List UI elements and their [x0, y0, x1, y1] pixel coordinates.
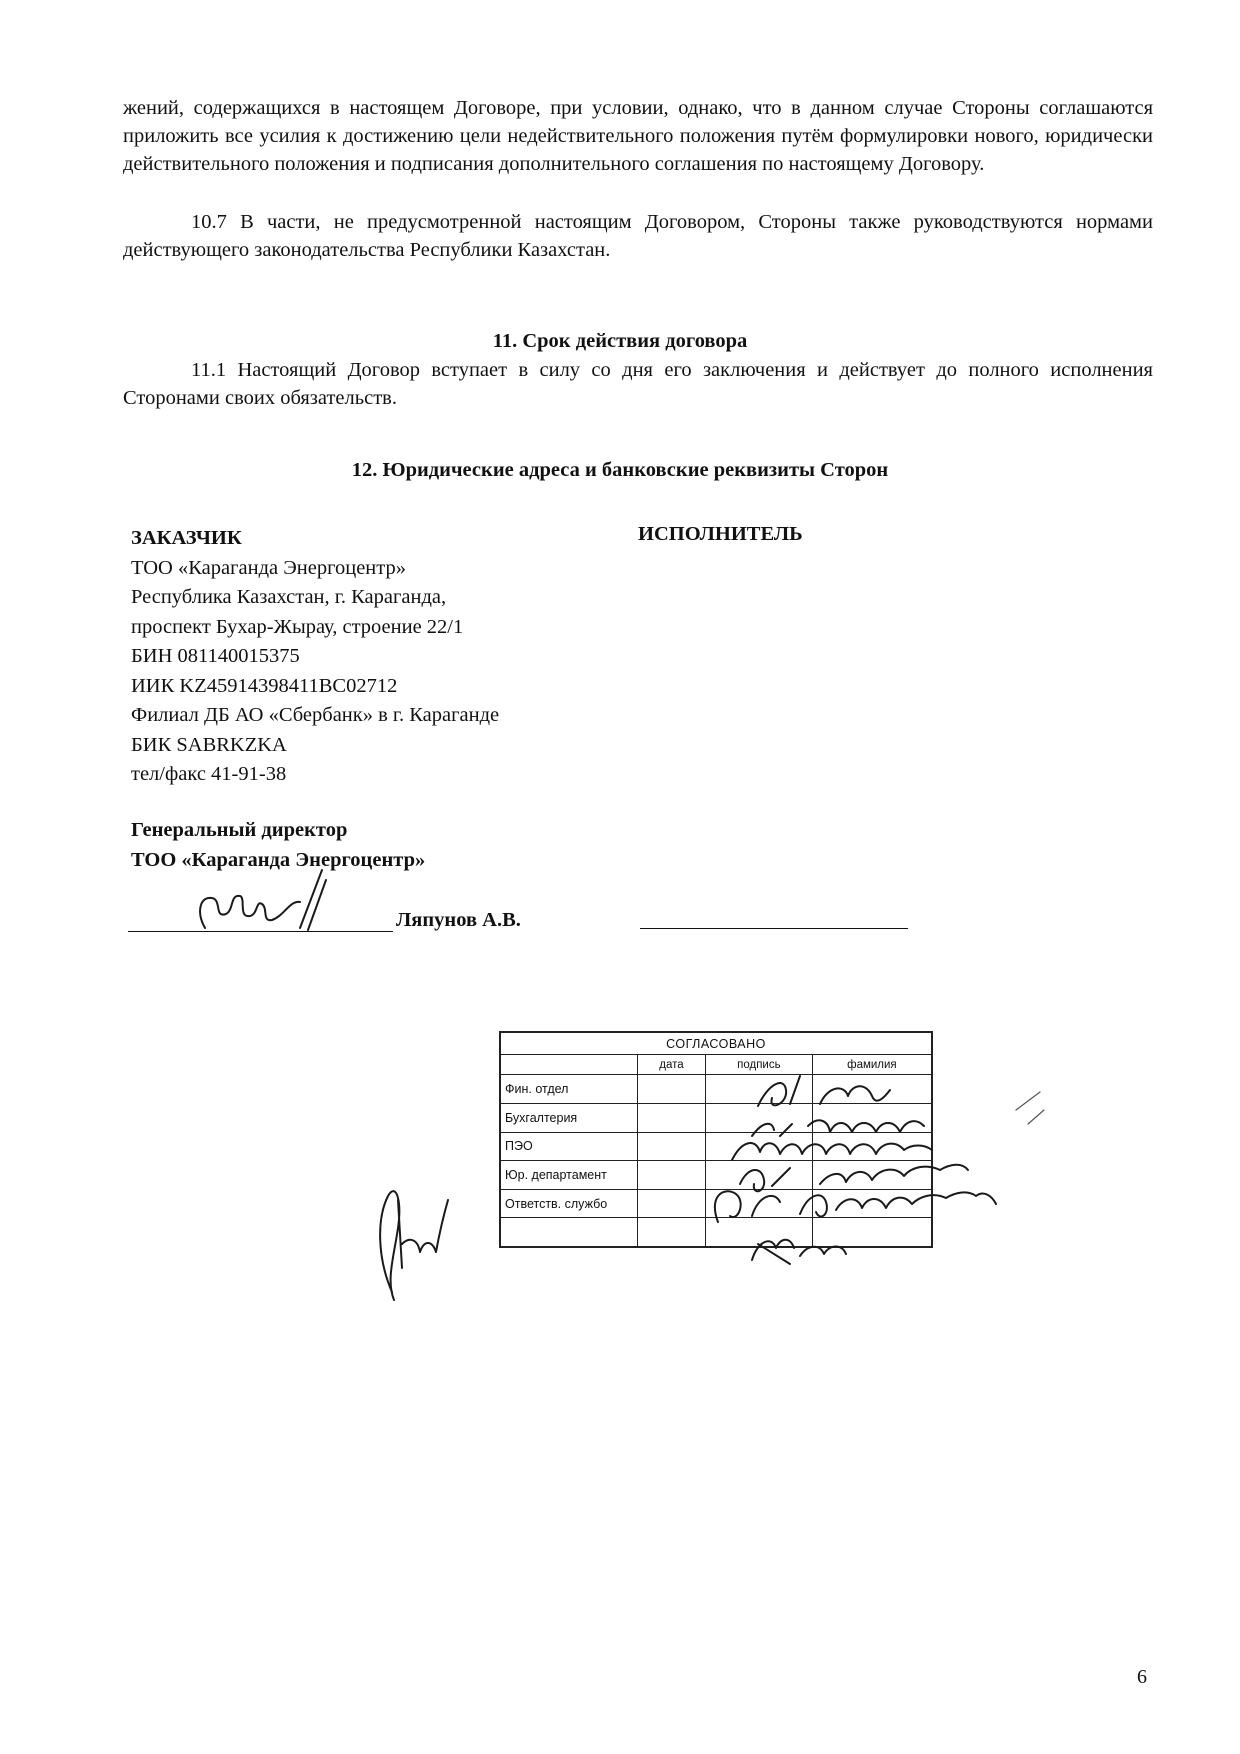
stamp-corner-cell: [501, 1055, 638, 1075]
stamp-cell: [812, 1218, 931, 1247]
customer-signatory: [131, 816, 425, 875]
stamp-cell: [705, 1189, 812, 1218]
customer-role-heading: ЗАКАЗЧИК: [131, 527, 242, 549]
stamp-cell: [705, 1218, 812, 1247]
stamp-row-label: Ответств. службо: [501, 1189, 638, 1218]
director-signature: [200, 870, 326, 930]
stamp-row-label: Бухгалтерия: [501, 1103, 638, 1132]
stamp-cell: [812, 1161, 931, 1190]
customer-detail-line: Республика Казахстан, г. Караганда,: [131, 586, 447, 608]
stamp-cell: [638, 1075, 706, 1104]
stamp-title: СОГЛАСОВАНО: [501, 1033, 932, 1055]
page-number: 6: [1137, 1666, 1147, 1688]
stamp-column-signature: подпись: [705, 1055, 812, 1075]
customer-details: [131, 524, 499, 790]
contractor-role-heading: ИСПОЛНИТЕЛЬ: [638, 523, 803, 545]
customer-signature-line: [128, 931, 393, 932]
stamp-cell: [812, 1132, 931, 1161]
paragraph-11-1: 11.1 Настоящий Договор вступает в силу со дня его заключения и действует до полного исполнения Сторонами своих обязательств.: [123, 359, 1153, 409]
signatory-company: ТОО «Караганда Энергоцентр»: [131, 848, 426, 871]
stamp-cell: [705, 1075, 812, 1104]
stamp-cell: [638, 1132, 706, 1161]
customer-detail-line: тел/факс 41-91-38: [131, 763, 287, 785]
stamp-cell: [638, 1189, 706, 1218]
customer-detail-line: БИН 081140015375: [131, 645, 300, 667]
contractor-signature-line: [640, 928, 908, 929]
customer-detail-line: Филиал ДБ АО «Сбербанк» в г. Караганде: [131, 704, 500, 726]
stamp-cell: [638, 1218, 706, 1247]
stamp-cell: [638, 1161, 706, 1190]
customer-detail-line: проспект Бухар-Жырау, строение 22/1: [131, 615, 464, 638]
stamp-cell: [812, 1075, 931, 1104]
customer-signatory-name: Ляпунов А.В.: [396, 909, 521, 931]
section-11-heading: 11. Срок действия договора: [492, 330, 748, 352]
stamp-row-label: ПЭО: [501, 1132, 638, 1161]
customer-detail-line: ТОО «Караганда Энергоцентр»: [131, 556, 406, 579]
paragraph-10-6-continuation: жений, содержащихся в настоящем Договоре, при условии, однако, что в данном случае Стороны соглашаются приложить все усилия к достижению цели недействительного положения путём формулировки нового, юридически действительного положения и подписания дополнительного соглашения по настоящему Договору.: [123, 97, 1153, 175]
stamp-empty-row: [501, 1218, 638, 1247]
customer-detail-line: ИИК KZ45914398411BC02712: [131, 674, 398, 697]
stamp-row-label: Юр. департамент: [501, 1161, 638, 1190]
stamp-cell: [705, 1161, 812, 1190]
stamp-column-surname: фамилия: [812, 1055, 931, 1075]
customer-detail-line: БИК SABRKZKA: [131, 733, 287, 756]
stamp-cell: [638, 1103, 706, 1132]
approval-stamp: [499, 1031, 933, 1248]
signatory-title: Генеральный директор: [131, 819, 348, 841]
stamp-cell: [705, 1132, 812, 1161]
margin-signature: [380, 1191, 448, 1300]
stamp-cell: [812, 1103, 931, 1132]
paragraph-10-7: 10.7 В части, не предусмотренной настоящим Договором, Стороны также руководствуются нормами действующего законодательства Республики Казахстан.: [123, 211, 1153, 261]
stamp-row-label: Фин. отдел: [501, 1075, 638, 1104]
stamp-cell: [705, 1103, 812, 1132]
section-12-heading: 12. Юридические адреса и банковские реквизиты Сторон: [351, 459, 889, 481]
stamp-column-date: дата: [638, 1055, 706, 1075]
stamp-cell: [812, 1189, 931, 1218]
stamp-signature-7: [1016, 1092, 1044, 1124]
